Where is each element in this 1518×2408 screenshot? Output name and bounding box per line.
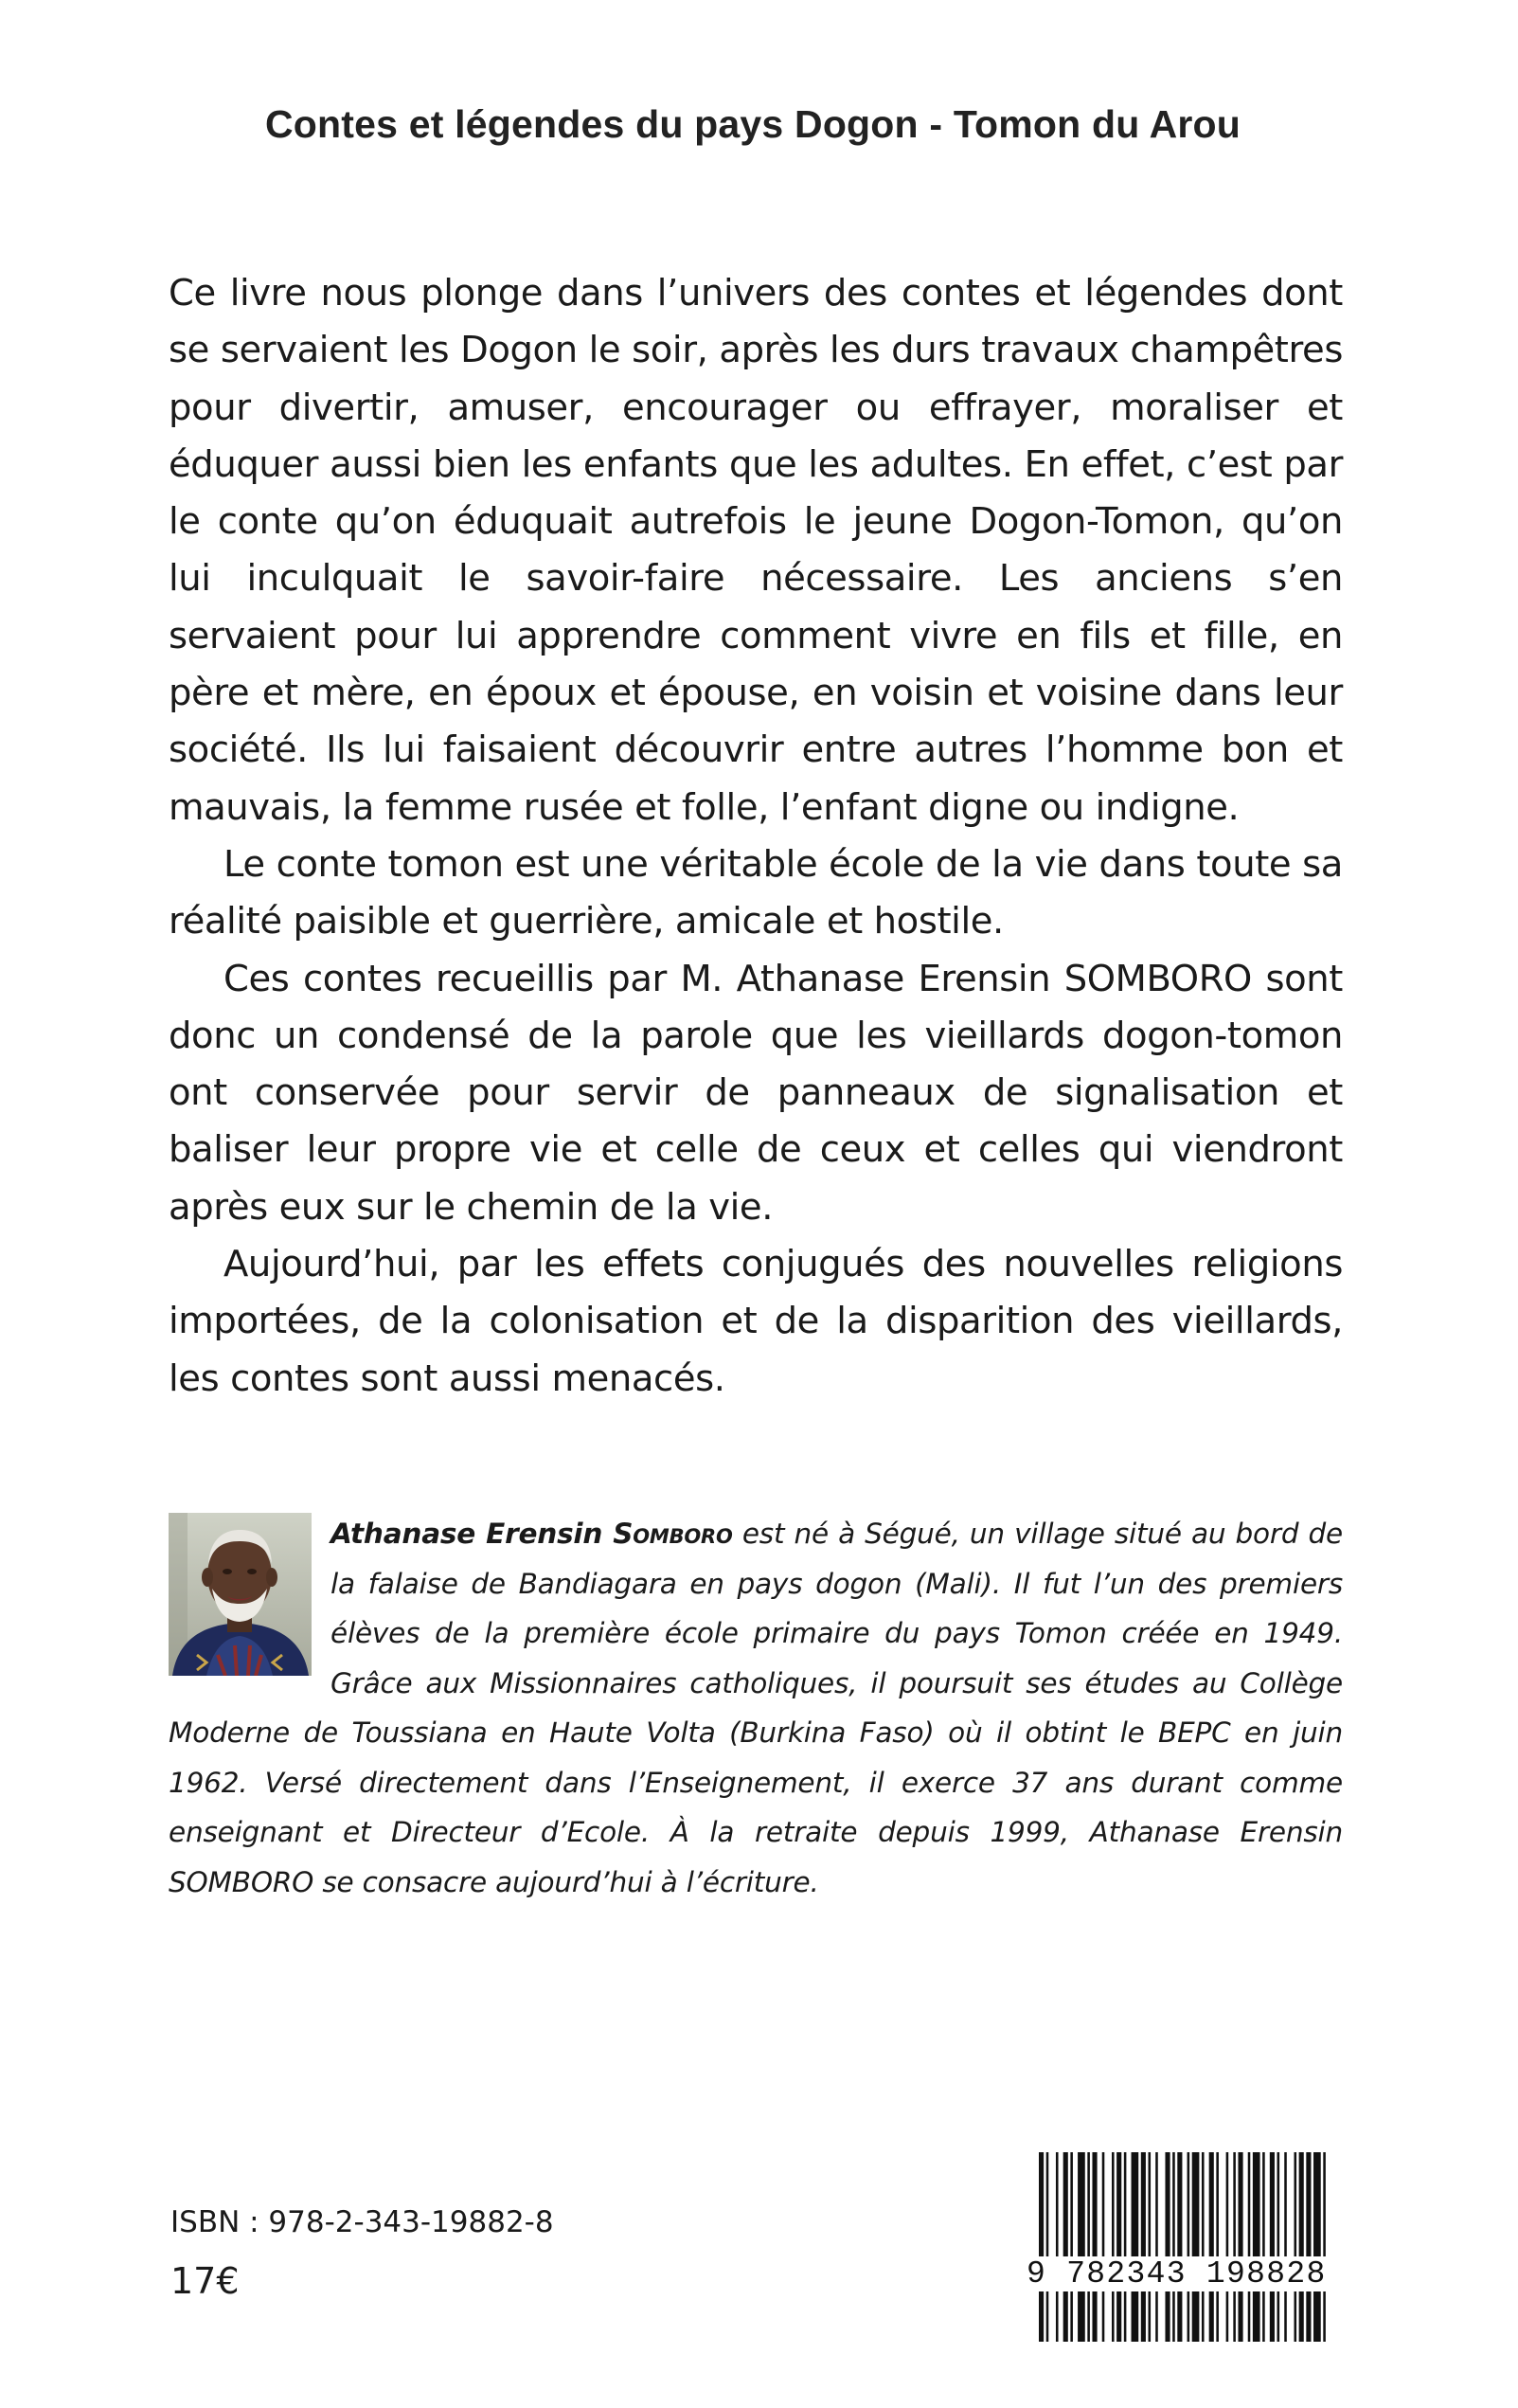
isbn: ISBN : 978-2-343-19882-8 [170,2205,554,2239]
barcode-bar [1188,2152,1190,2342]
barcode-bar [1141,2152,1146,2342]
book-title: Contes et légendes du pays Dogon - Tomon du Arou [264,102,1241,146]
barcode-bar [1087,2152,1090,2342]
barcode-bar [1313,2152,1321,2342]
blurb-paragraph-1: Ce livre nous plonge dans l’univers des contes et légendes dont se servaient les Dogon le soir, après les durs travaux champêtres pour divertir, amuser, encourager ou effrayer, moraliser et éduquer aussi bien les enfants que les adultes. En effet, c’est par le conte qu’on éduquait autrefois le jeune Dogon-Tomon, qu’on lui inculquait le savoir-faire nécessaire. Les anciens s’en servaient pour lui apprendre comment vivre en fils et fille, en père et mère, en époux et épouse, en voisin et voisine dans leur société. Ils lui faisaient découvrir entre autres l’homme bon et mauvais, la femme rusée et folle, l’enfant digne ou indigne. [169,272,1343,829]
blurb-paragraph-3: Ces contes recueillis par M. Athanase Erensin SOMBORO sont donc un condensé de la parole que les vieillards dogon-tomon ont conservée pour servir de panneaux de signalisation et baliser leur propre vie et celle de ceux et celles qui viendront après eux sur le chemin de la vie. [169,957,1343,1229]
author-bio-text: est né à Ségué, un village situé au bord de la falaise de Bandiagara en pays dogon (Mali). Il fut l’un des premiers élèves de la première école primaire du pays Tomon créée en 1949. Grâce aux Missionnaires catholiques, il poursuit ses études au Collège Moderne de Toussiana en Haute Volta (Burkina Faso) où il obtint le BEPC en juin 1962. Versé directement dans l’Enseignement, il exerce 37 ans durant comme enseignant et Directeur d’Ecole. À la retraite depuis 1999, Athanase Erensin SOMBORO se consacre aujourd’hui à l’écriture. [169,1518,1343,1898]
barcode-bar [1155,2152,1158,2342]
barcode-bar [1172,2152,1175,2342]
barcode-bar [1209,2152,1214,2342]
author-name-first: Athanase Erensin [330,1518,614,1550]
barcode-number: 9 782343 198828 [1027,2256,1327,2291]
barcode-bar [1112,2152,1115,2342]
book-blurb [169,265,1343,1408]
barcode-bar [1132,2152,1139,2342]
barcode-bar [1306,2152,1311,2342]
barcode-bar [1226,2152,1229,2342]
barcode-bar [1116,2152,1121,2342]
barcode-bar [1092,2152,1097,2342]
barcode-bar [1295,2152,1297,2342]
blurb-paragraph-4: Aujourd’hui, par les effets conjugués des nouvelles religions importées, de la colonisation et de la disparition des vieillards, les contes sont aussi menacés. [169,1243,1343,1400]
author-bio [169,1509,1343,1907]
barcode-bar [1046,2152,1049,2342]
barcode-bar [1078,2152,1085,2342]
barcode-bar [1262,2152,1265,2342]
author-name-last: Somboro [613,1518,733,1550]
barcode-digits [1026,2256,1343,2291]
barcode-bar [1323,2152,1326,2342]
blurb-paragraph-2: Le conte tomon est une véritable école de la vie dans toute sa réalité paisible et guerrière, amicale et hostile. [169,842,1343,943]
author-photo [169,1513,312,1676]
barcode-bar [1284,2152,1287,2342]
barcode-bar [1202,2152,1205,2342]
barcode-bar [1299,2152,1304,2342]
barcode-bar [1238,2152,1242,2342]
barcode [1039,2152,1330,2342]
barcode-bar [1216,2152,1219,2342]
barcode-bar [1149,2152,1152,2342]
barcode-bar [1177,2152,1182,2342]
barcode-bar [1063,2152,1068,2342]
barcode-bar [1056,2152,1059,2342]
barcode-bar [1233,2152,1236,2342]
barcode-bar [1124,2152,1127,2342]
price: 17€ [170,2260,240,2302]
barcode-bar [1070,2152,1073,2342]
barcode-bar [1253,2152,1260,2342]
barcode-bar [1277,2152,1280,2342]
barcode-bar [1270,2152,1275,2342]
barcode-bar [1165,2152,1170,2342]
barcode-bar [1039,2152,1044,2342]
barcode-bar [1192,2152,1200,2342]
barcode-bar [1248,2152,1251,2342]
barcode-bar [1102,2152,1105,2342]
